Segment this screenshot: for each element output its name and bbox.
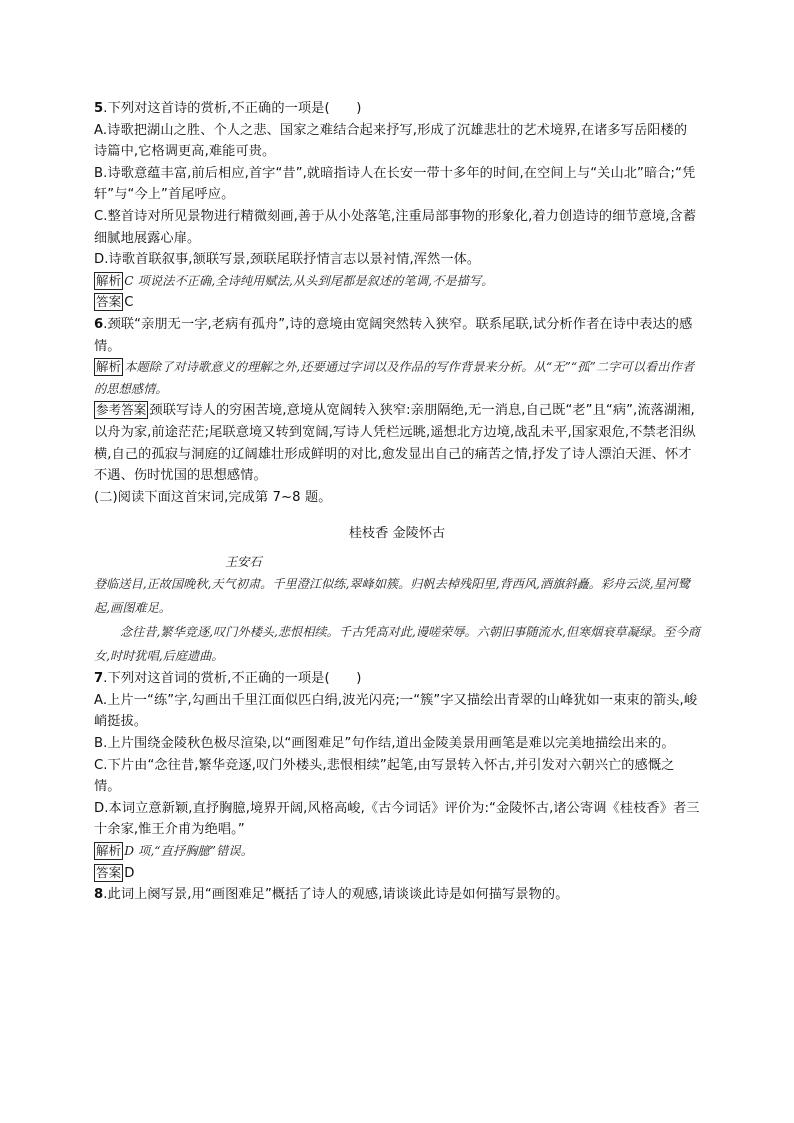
question-text: .颈联“亲朋无一字,老病有孤舟”,诗的意境由宽阔突然转入狭窄。联系尾联,试分析作者在诗中表达的感情。 — [94, 316, 693, 354]
answer-text: C — [124, 295, 134, 311]
answer-label: 答案 — [96, 294, 122, 310]
question-8-stem — [94, 884, 700, 906]
question-text: .下列对这首诗的赏析,不正确的一项是( ) — [103, 101, 362, 116]
question-number: 6 — [94, 316, 104, 332]
q7-option-d: D.本词立意新颖,直抒胸臆,境界开阔,风格高峻,《古今词话》评价为:“金陵怀古,诸公寄调《桂枝香》者三十余家,惟王介甫为绝唱。” — [94, 800, 700, 838]
question-7-stem — [94, 668, 700, 690]
question-text: .下列对这首词的赏析,不正确的一项是( ) — [103, 671, 362, 687]
poem-title: 桂枝香 金陵怀古 — [348, 526, 446, 542]
answer-label: 答案 — [96, 864, 122, 880]
q5-analysis — [94, 271, 700, 293]
analysis-label: 解析 — [96, 843, 122, 859]
q5-option-b: B.诗歌意蕴丰富,前后相应,首字“昔”,就暗指诗人在长安一带十多年的时间,在空间上与“关山北”暗合;“凭轩”与“今上”首尾呼应。 — [94, 165, 696, 203]
document-page — [94, 98, 700, 906]
q5-option-d: D.诗歌首联叙事,颔联写景,颈联尾联抒情言志以景衬情,浑然一体。 — [94, 252, 481, 268]
q5-option-c: C.整首诗对所见景物进行精微刻画,善于从小处落笔,注重局部事物的形象化,着力创造诗的细节意境,含蓄细腻地展露心扉。 — [94, 208, 697, 246]
q7-option-a: A.上片一“练”字,勾画出千里江面似匹白绢,波光闪亮;一“簇”字又描绘出青翠的山峰犹如一束束的箭头,峻峭挺拔。 — [94, 692, 698, 730]
q7-answer — [94, 863, 700, 885]
question-5-stem — [94, 98, 700, 120]
q7-analysis — [94, 841, 700, 863]
poem-author: 王安石 — [225, 555, 262, 570]
q6-reference-answer — [94, 400, 700, 486]
answer-text: D — [124, 865, 135, 881]
question-number: 5 — [94, 101, 104, 116]
analysis-text: 本题除了对诗歌意义的理解之外,还要通过字词以及作品的写作背景来分析。从“无”“孤”二字可以看出作者的思想感情。 — [94, 360, 695, 396]
poem-stanza-2: 念往昔,繁华竞逐,叹门外楼头,悲恨相续。千古凭高对此,谩嗟荣辱。六朝旧事随流水,但寒烟衰草凝绿。至今商女,时时犹唱,后庭遗曲。 — [94, 625, 700, 664]
analysis-label: 解析 — [96, 272, 122, 288]
analysis-text: C 项说法不正确,全诗纯用赋法,从头到尾都是叙述的笔调,不是描写。 — [124, 273, 494, 288]
poem-stanza-1: 登临送目,正故国晚秋,天气初肃。千里澄江似练,翠峰如簇。归帆去棹残阳里,背西风,酒旗斜矗。彩舟云淡,星河鹭起,画图难足。 — [94, 577, 691, 616]
q7-option-b: B.上片围绕金陵秋色极尽渲染,以“画图难足”句作结,道出金陵美景用画笔是难以完美地描绘出来的。 — [94, 736, 675, 752]
q6-analysis — [94, 357, 700, 400]
q7-option-c: C.下片由“念往昔,繁华竞逐,叹门外楼头,悲恨相续”起笔,由写景转入怀古,并引发对六朝兴亡的感慨之情。 — [94, 757, 675, 795]
reference-answer-text: 颈联写诗人的穷困苦境,意境从宽阔转入狭窄:亲朋隔绝,无一消息,自己既“老”且“病”,流落湖湘,以舟为家,前途茫茫;尾联意境又转到宽阔,写诗人凭栏远眺,遥想北方边境,战乱未平,国家艰危,不禁老泪纵横,自己的孤寂与洞庭的辽阔雄壮形成鲜明的对比,愈发显出自己的痛苦之情,抒发了诗人漂泊天涯、怀才不遇、伤时忧国的思想感情。 — [94, 403, 696, 484]
question-text: .此词上阕写景,用“画图难足”概括了诗人的观感,请谈谈此诗是如何描写景物的。 — [103, 887, 569, 903]
question-number: 8 — [94, 887, 104, 903]
analysis-label: 解析 — [96, 359, 122, 375]
analysis-text: D 项,“直抒胸臆”错误。 — [124, 844, 253, 859]
q5-answer — [94, 292, 700, 314]
question-number: 7 — [94, 671, 104, 687]
reference-answer-label: 参考答案 — [96, 402, 147, 418]
section-heading: (二)阅读下面这首宋词,完成第 7~8 题。 — [94, 489, 332, 505]
question-6-stem — [94, 314, 700, 357]
q5-option-a: A.诗歌把湖山之胜、个人之悲、国家之难结合起来抒写,形成了沉雄悲壮的艺术境界,在诸多写岳阳楼的诗篇中,它格调更高,难能可贵。 — [94, 122, 688, 160]
